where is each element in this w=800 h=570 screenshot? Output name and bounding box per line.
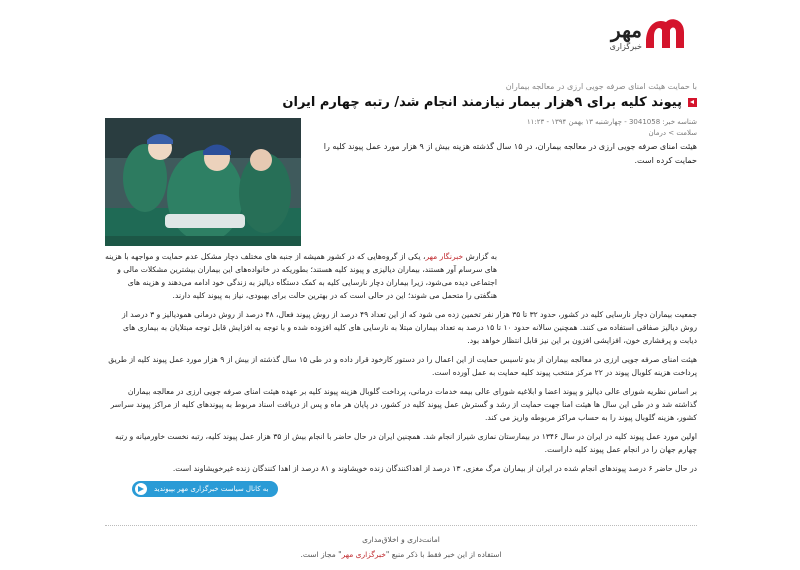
paragraph-6: در حال حاضر ۶ درصد پیوندهای انجام شده در ایران از بیماران مرگ مغزی، ۱۳ درصد از اهداکنندگان زنده خویشاوند و ۸۱ درصد از اهدا کنندگان زنده غیرخویشاوند است. — [172, 464, 697, 473]
article — [105, 82, 697, 481]
logo-subtitle: خبرگزاری — [609, 42, 642, 51]
mehr-logo-icon — [642, 12, 688, 58]
footer — [105, 535, 697, 559]
paragraph-1-prefix: به گزارش — [465, 252, 497, 261]
footer-note-suffix: " مجاز است. — [300, 550, 342, 559]
join-channel-label: به کانال سیاست خبرگزاری مهر بپیوندید — [154, 485, 269, 493]
article-headline[interactable]: پیوند کلیه برای ۹هزار بیمار نیازمند انجام شد/ رتبه چهارم ایران — [282, 95, 682, 110]
headline-bullet-icon — [688, 98, 697, 107]
paragraph-4: بر اساس نظریه شورای عالی دیالیز و پیوند اعضا و ابلاغیه شورای عالی بیمه خدمات درمانی، پرداخت گلوبال هزینه پیوند کلیه بر عهده هیئت امنای صرفه جویی ارزی در معالجه بیماران گذاشته شد و در طی این سال ها هیئت امنا جهت حمایت از رشد و گسترش عمل پیوند کلیه در کشور، در پایان هر ماه و پس از دریافت اسناد مربوط به پیوندهای کلیه از مراکز پیوند سراسر کشور، هزینه گلوبال پیوند را به حساب مراکز مربوطه واریز می کند. — [110, 387, 697, 422]
paragraph-2: جمعیت بیماران دچار نارسایی کلیه در کشور، حدود ۳۲ تا ۳۵ هزار نفر تخمین زده می شود که از این تعداد ۴۹ درصد از روش پیوند فعال، ۴۸ درصد از روش درمانی همودیالیز و ۳ درصد از روش دیالیز صفاقی استفاده می کنند. همچنین سالانه حدود ۱۰ تا ۱۵ درصد به تعداد بیماران مبتلا به نارسایی های کلیه افزوده شده و با توجه به افزایش قابل توجه مبتلایان به بیماری های دیابت و پرفشاری خون، افزایشی افزون بر این نیز قابل انتظار خواهد بود. — [122, 310, 697, 345]
footer-note — [105, 550, 697, 559]
article-kicker: با حمایت هیئت امنای صرفه جویی ارزی در معالجه بیماران — [505, 82, 697, 91]
footer-divider — [105, 525, 697, 526]
paragraph-5: اولین مورد عمل پیوند کلیه در ایران در سال ۱۳۴۶ در بیمارستان نمازی شیراز انجام شد. همچنین ایران در حال حاضر با انجام بیش از ۳۵ هزار عمل پیوند کلیه، رتبه نخست خاورمیانه و رتبه چهارم جهان را در انجام عمل پیوند کلیه داراست. — [115, 432, 697, 454]
article-top — [105, 118, 697, 246]
footer-title: امانت‌داری و اخلاق‌مداری — [362, 535, 440, 544]
join-channel-button[interactable] — [132, 481, 278, 497]
article-category[interactable]: سلامت > درمان — [648, 129, 697, 137]
article-lead: هیئت امنای صرفه جویی ارزی در معالجه بیماران، در ۱۵ سال گذشته هزینه بیش از ۹ هزار مورد عمل پیوند کلیه را حمایت کرده است. — [323, 142, 697, 165]
surgery-photo — [105, 118, 301, 246]
mehr-logo[interactable] — [550, 12, 690, 58]
footer-brand-link[interactable]: خبرگزاری مهر — [341, 550, 386, 559]
logo-name: مهر — [611, 18, 642, 42]
paragraph-1 — [105, 250, 497, 302]
telegram-icon — [135, 483, 147, 495]
reporter-link[interactable]: خبرنگار مهر — [425, 252, 464, 261]
paragraph-3: هیئت امنای صرفه جویی ارزی در معالجه بیماران از بدو تاسیس حمایت از این اعمال را در دستور کارخود قرار داده و در طی ۱۵ سال گذشته از بیش از ۹ هزار مورد عمل پیوند کلیه از طریق پرداخت هزینه کلوبال پیوند در ۲۲ مرکز منتخب پیوند کلیه حمایت به عمل آورده است. — [108, 355, 697, 377]
paragraph-1-text: ، یکی از گروه‌هایی که در کشور همیشه از جنبه های مختلف دچار مشکل عدم حمایت و مواجهه با هزینه های سرسام آور هستند، بیماران دیالیزی و پیوند کلیه هستند؛ بطوریکه در خانواده‌های این بیماران بیشترین مشکلات مالی و اجتماعی دیده می‌شود، زیرا بیماران دچار نارسایی کلیه به کمک دستگاه دیالیز به زندگی خود ادامه می‌دهند و هزینه های هنگفتی را متحمل می شوند؛ این در حالی است که در بهترین حالت برای بهبودی، نیاز به پیوند کلیه دارند. — [105, 252, 497, 300]
headline-row — [105, 95, 697, 110]
lead-block — [305, 118, 697, 168]
footer-note-prefix: استفاده از این خبر فقط با ذکر منبع " — [385, 550, 502, 559]
article-meta: شناسه خبر: 3041058 - چهارشنبه ۱۳ بهمن ۱۳۹۴ - ۱۱:۲۳ — [526, 118, 697, 126]
